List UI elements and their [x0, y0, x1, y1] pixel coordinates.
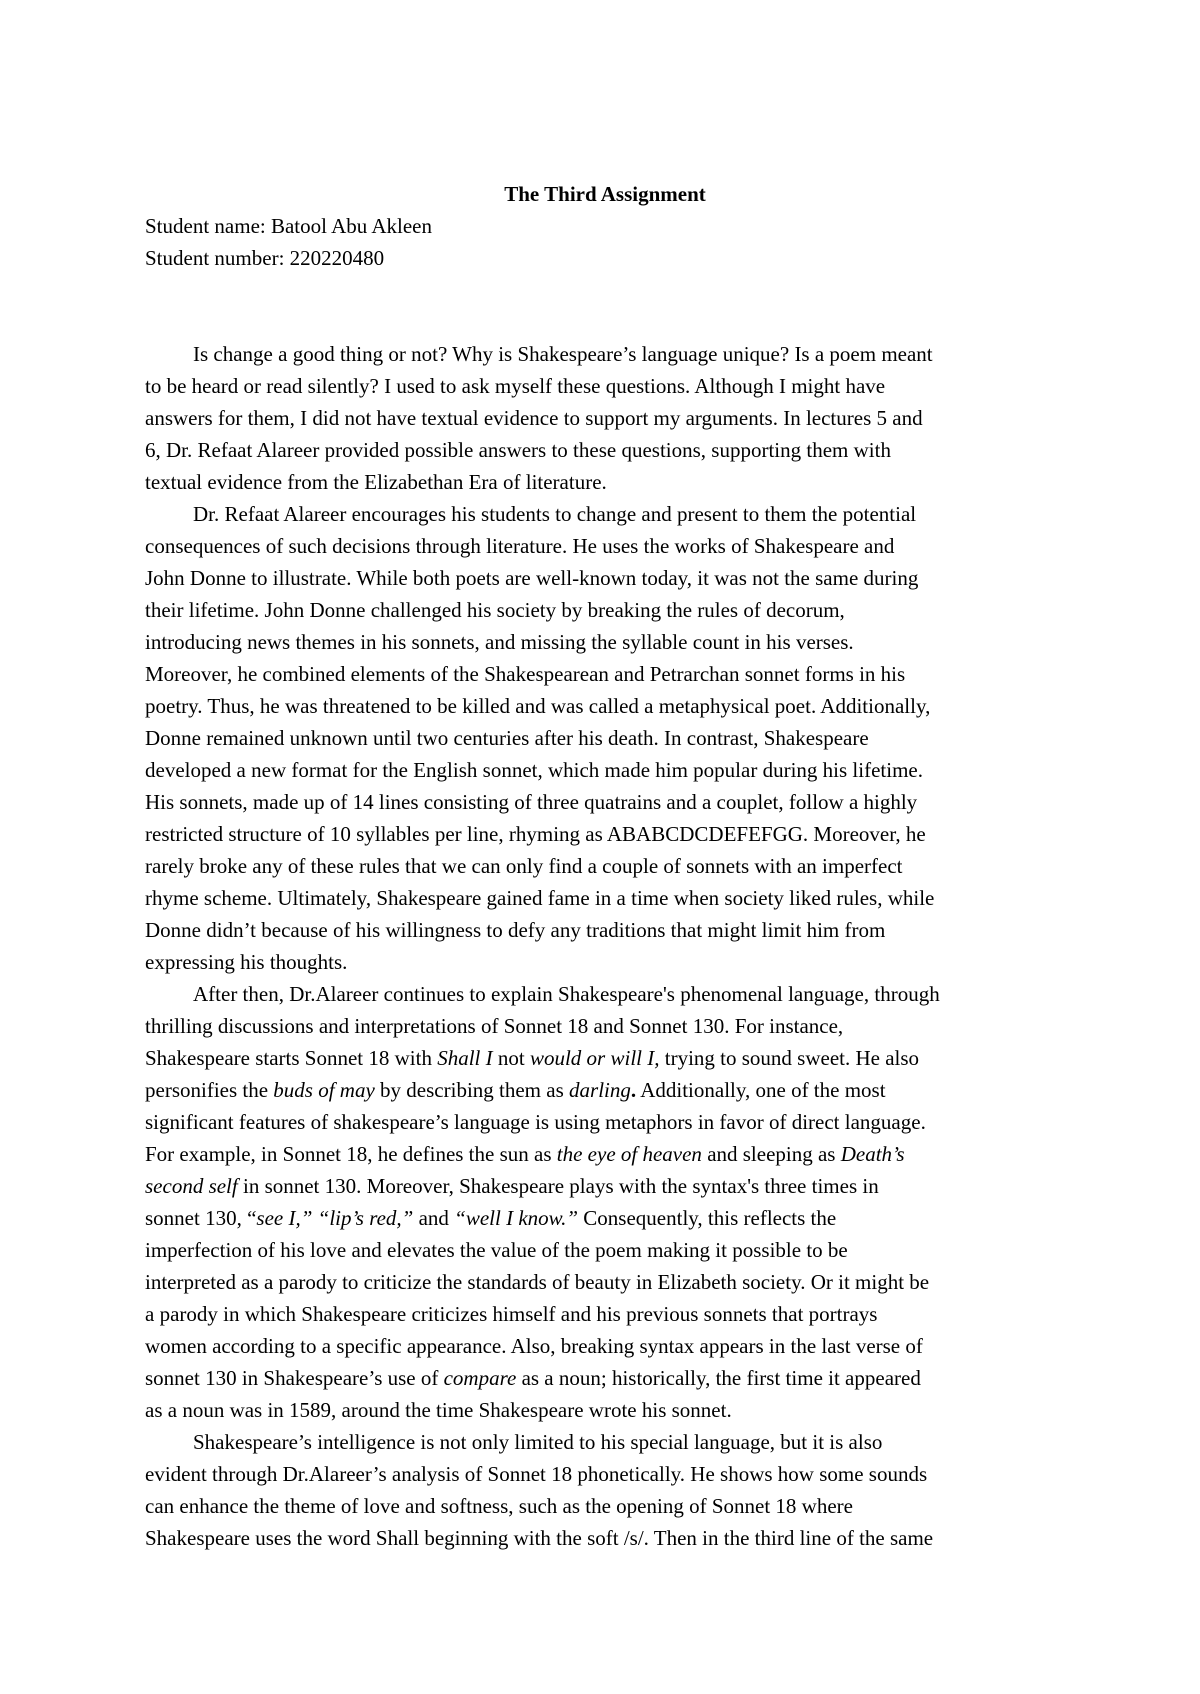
paragraph-1 — [145, 338, 1065, 498]
text-run: poetry. Thus, he was threatened to be killed and was called a metaphysical poet. Additionally, — [145, 694, 931, 718]
paragraph-line — [145, 1394, 1065, 1426]
italic-text: “well I know.” — [454, 1206, 579, 1230]
text-run: 6, Dr. Refaat Alareer provided possible answers to these questions, supporting them with — [145, 438, 891, 462]
text-run: by describing them as — [374, 1078, 570, 1102]
paragraph-line — [145, 402, 1065, 434]
text-run: For example, in Sonnet 18, he defines the sun as — [145, 1142, 557, 1166]
paragraph-line — [145, 1010, 1065, 1042]
paragraph-line — [145, 1074, 1065, 1106]
italic-text: compare — [443, 1366, 517, 1390]
text-run: sonnet 130 in Shakespeare’s use of — [145, 1366, 444, 1390]
paragraph-line — [145, 466, 1065, 498]
text-run: interpreted as a parody to criticize the standards of beauty in Elizabeth society. Or it might be — [145, 1270, 930, 1294]
paragraph-line — [145, 594, 1065, 626]
paragraph-line — [145, 1138, 1065, 1170]
text-run: not — [492, 1046, 530, 1070]
italic-text: see I,” “lip’s red,” — [256, 1206, 414, 1230]
text-run: Additionally, one of the most — [636, 1078, 886, 1102]
paragraph-line — [145, 1330, 1065, 1362]
paragraph-line — [145, 690, 1065, 722]
text-run: answers for them, I did not have textual evidence to support my arguments. In lectures 5 and — [145, 406, 923, 430]
paragraph-line — [145, 786, 1065, 818]
paragraph-line — [145, 818, 1065, 850]
text-run: Shakespeare starts Sonnet 18 with — [145, 1046, 438, 1070]
text-run: personifies the — [145, 1078, 274, 1102]
italic-text: buds of may — [273, 1078, 375, 1102]
italic-text: would or will I, — [529, 1046, 660, 1070]
paragraph-3 — [145, 978, 1065, 1426]
paragraph-4 — [145, 1426, 1065, 1554]
text-run: rhyme scheme. Ultimately, Shakespeare gained fame in a time when society liked rules, while — [145, 886, 935, 910]
text-run: imperfection of his love and elevates the value of the poem making it possible to be — [145, 1238, 848, 1262]
text-run: as a noun; historically, the first time it appeared — [516, 1366, 921, 1390]
text-run: their lifetime. John Donne challenged his society by breaking the rules of decorum, — [145, 598, 845, 622]
text-run: Shakespeare’s intelligence is not only limited to his special language, but it is also — [193, 1430, 883, 1454]
text-run: Donne remained unknown until two centuries after his death. In contrast, Shakespeare — [145, 726, 869, 750]
paragraph-line — [145, 1234, 1065, 1266]
paragraph-line — [145, 1458, 1065, 1490]
text-run: rarely broke any of these rules that we can only find a couple of sonnets with an imperfect — [145, 854, 903, 878]
italic-text: second self — [145, 1174, 238, 1198]
italic-text: Shall I — [437, 1046, 493, 1070]
text-run: Shakespeare uses the word Shall beginning with the soft /s/. Then in the third line of the same — [145, 1526, 934, 1550]
paragraph-line — [145, 370, 1065, 402]
paragraph-line — [145, 978, 1065, 1010]
paragraph-line — [145, 562, 1065, 594]
text-run: a parody in which Shakespeare criticizes himself and his previous sonnets that portrays — [145, 1302, 878, 1326]
text-run: textual evidence from the Elizabethan Era of literature. — [145, 470, 607, 494]
bold-text: . — [630, 1078, 637, 1102]
spacer — [145, 274, 1065, 338]
text-run: John Donne to illustrate. While both poets are well-known today, it was not the same during — [145, 566, 919, 590]
text-run: sonnet 130, “ — [145, 1206, 257, 1230]
text-run: Dr. Refaat Alareer encourages his students to change and present to them the potential — [193, 502, 917, 526]
paragraph-line — [145, 914, 1065, 946]
text-run: evident through Dr.Alareer’s analysis of Sonnet 18 phonetically. He shows how some sounds — [145, 1462, 928, 1486]
paragraph-2 — [145, 498, 1065, 978]
paragraph-line — [145, 530, 1065, 562]
paragraph-line — [145, 1426, 1065, 1458]
text-run: to be heard or read silently? I used to ask myself these questions. Although I might have — [145, 374, 886, 398]
paragraph-line — [145, 498, 1065, 530]
paragraph-line — [145, 1490, 1065, 1522]
text-run: expressing his thoughts. — [145, 950, 348, 974]
paragraph-line — [145, 1266, 1065, 1298]
text-run: Is change a good thing or not? Why is Shakespeare’s language unique? Is a poem meant — [193, 342, 933, 366]
text-run: thrilling discussions and interpretations of Sonnet 18 and Sonnet 130. For instance, — [145, 1014, 844, 1038]
document-title: The Third Assignment — [504, 182, 706, 206]
text-run: introducing news themes in his sonnets, and missing the syllable count in his verses. — [145, 630, 854, 654]
text-run: and sleeping as — [701, 1142, 841, 1166]
paragraph-line — [145, 946, 1065, 978]
paragraph-line — [145, 658, 1065, 690]
paragraph-line — [145, 338, 1065, 370]
paragraph-line — [145, 1202, 1065, 1234]
essay-paragraphs — [145, 338, 1065, 1554]
text-run: developed a new format for the English sonnet, which made him popular during his lifetime. — [145, 758, 923, 782]
text-run: trying to sound sweet. He also — [659, 1046, 920, 1070]
text-run: consequences of such decisions through literature. He uses the works of Shakespeare and — [145, 534, 895, 558]
paragraph-line — [145, 1042, 1065, 1074]
text-run: as a noun was in 1589, around the time Shakespeare wrote his sonnet. — [145, 1398, 732, 1422]
text-run: significant features of shakespeare’s language is using metaphors in favor of direct language. — [145, 1110, 926, 1134]
text-run: women according to a specific appearance. Also, breaking syntax appears in the last verse of — [145, 1334, 923, 1358]
text-run: Consequently, this reflects the — [578, 1206, 837, 1230]
paragraph-line — [145, 626, 1065, 658]
text-run: Moreover, he combined elements of the Shakespearean and Petrarchan sonnet forms in his — [145, 662, 906, 686]
paragraph-line — [145, 434, 1065, 466]
text-run: His sonnets, made up of 14 lines consisting of three quatrains and a couplet, follow a highly — [145, 790, 918, 814]
text-run: and — [413, 1206, 455, 1230]
paragraph-line — [145, 1106, 1065, 1138]
text-run: restricted structure of 10 syllables per line, rhyming as ABABCDCDEFEFGG. Moreover, he — [145, 822, 926, 846]
paragraph-line — [145, 722, 1065, 754]
text-run: Donne didn’t because of his willingness to defy any traditions that might limit him from — [145, 918, 886, 942]
text-run: in sonnet 130. Moreover, Shakespeare plays with the syntax's three times in — [237, 1174, 879, 1198]
paragraph-line — [145, 882, 1065, 914]
italic-text: the eye of heaven — [556, 1142, 702, 1166]
paragraph-line — [145, 1362, 1065, 1394]
paragraph-line — [145, 850, 1065, 882]
document-body — [145, 178, 1065, 1554]
paragraph-line — [145, 1170, 1065, 1202]
italic-text: Death’s — [840, 1142, 905, 1166]
text-run: can enhance the theme of love and softness, such as the opening of Sonnet 18 where — [145, 1494, 853, 1518]
text-run: After then, Dr.Alareer continues to explain Shakespeare's phenomenal language, through — [193, 982, 940, 1006]
paragraph-line — [145, 1298, 1065, 1330]
student-number: Student number: 220220480 — [145, 246, 385, 270]
student-name: Student name: Batool Abu Akleen — [145, 214, 432, 238]
paragraph-line — [145, 1522, 1065, 1554]
paragraph-line — [145, 754, 1065, 786]
italic-text: darling — [569, 1078, 631, 1102]
